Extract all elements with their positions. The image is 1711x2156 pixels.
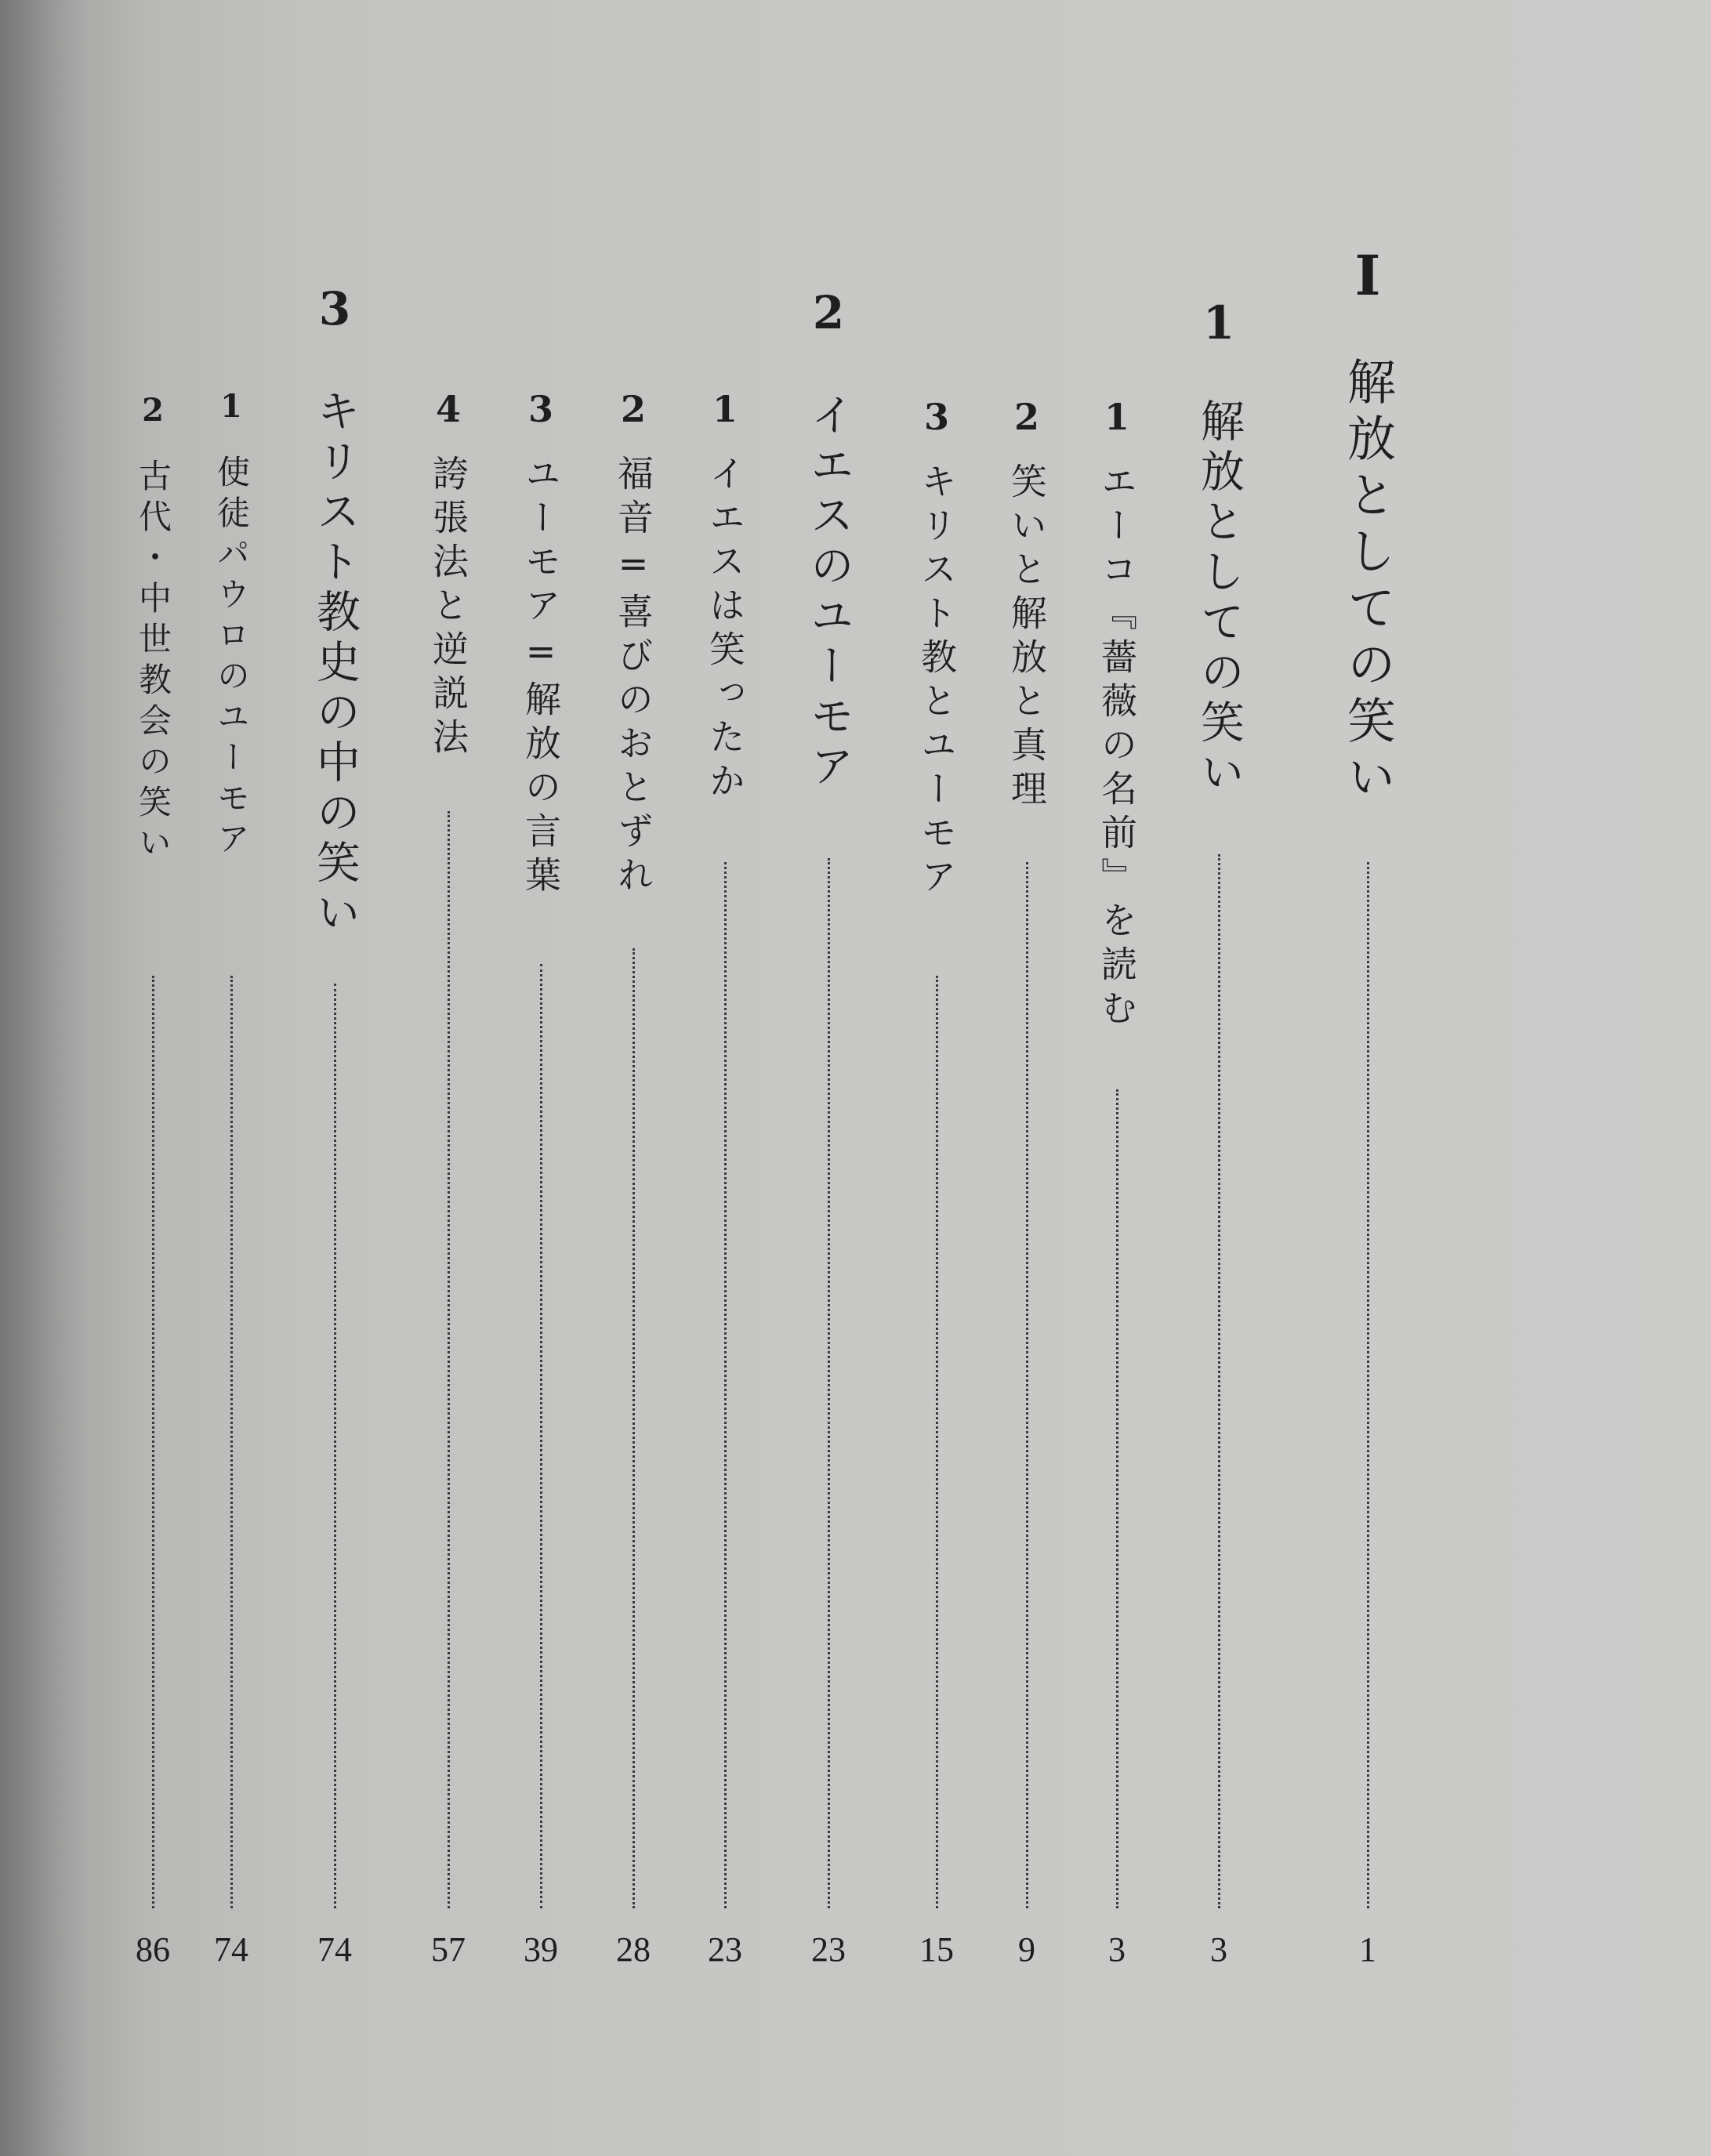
chapter-number: 2	[812, 286, 845, 339]
page-number: 57	[431, 1930, 466, 1969]
toc-section-1-3	[905, 0, 968, 2156]
toc-section-3-1	[200, 0, 263, 2156]
page-number: 1	[1359, 1930, 1376, 1969]
leader-dots	[936, 976, 938, 1908]
section-number: 1	[220, 388, 242, 425]
toc-section-1-2	[995, 0, 1058, 2156]
section-title: キリスト教とユーモア	[915, 462, 958, 901]
page-number: 23	[708, 1930, 742, 1969]
toc-chapter-1	[1184, 0, 1254, 2156]
page-number: 3	[1108, 1930, 1126, 1969]
leader-dots	[1367, 862, 1369, 1908]
gutter-shadow	[0, 0, 86, 2156]
leader-dots	[448, 811, 450, 1908]
leader-dots	[152, 976, 154, 1908]
toc-section-2-1	[694, 0, 756, 2156]
leader-dots	[633, 948, 635, 1908]
section-number: 2	[620, 388, 646, 430]
section-title: イエスは笑ったか	[704, 455, 746, 806]
toc-part-1	[1332, 0, 1403, 2156]
leader-dots	[828, 858, 830, 1908]
toc-section-3-2	[121, 0, 184, 2156]
chapter-title: キリスト教史の中の笑い	[310, 388, 361, 940]
section-number: 1	[712, 388, 738, 430]
chapter-number: 3	[318, 282, 351, 335]
toc-section-2-3	[509, 0, 572, 2156]
toc-chapter-2	[793, 0, 864, 2156]
leader-dots	[230, 976, 233, 1908]
page-number: 9	[1018, 1930, 1035, 1969]
section-number: 3	[923, 396, 949, 438]
leader-dots	[1026, 862, 1028, 1908]
section-title: 笑いと解放と真理	[1006, 462, 1048, 813]
leader-dots	[1218, 854, 1220, 1908]
leader-dots	[724, 862, 727, 1908]
section-number: 2	[1013, 396, 1039, 438]
section-title: 誇張法と逆説法	[427, 455, 469, 762]
part-number: I	[1354, 243, 1381, 308]
page-number: 74	[214, 1930, 248, 1969]
section-number: 1	[1104, 396, 1129, 438]
leader-dots	[540, 964, 542, 1908]
chapter-title: 解放としての笑い	[1194, 398, 1245, 799]
page-number: 15	[919, 1930, 954, 1969]
page-number: 86	[136, 1930, 170, 1969]
page-number: 3	[1210, 1930, 1227, 1969]
section-number: 3	[527, 388, 553, 430]
page-number: 23	[811, 1930, 846, 1969]
chapter-title: イエスのユーモア	[803, 392, 854, 793]
toc-section-2-4	[417, 0, 480, 2156]
section-number: 4	[435, 388, 461, 430]
section-number: 2	[142, 392, 164, 429]
section-title: 福音=喜びのおとずれ	[612, 455, 654, 900]
page-number: 28	[616, 1930, 651, 1969]
toc-section-1-1	[1086, 0, 1148, 2156]
leader-dots	[334, 984, 336, 1908]
section-title: エーコ『薔薇の名前』を読む	[1096, 462, 1138, 1033]
section-title: 使徒パウロのユーモア	[212, 455, 251, 862]
section-title: 古代・中世教会の笑い	[134, 458, 172, 866]
toc-chapter-3	[299, 0, 370, 2156]
leader-dots	[1116, 1089, 1118, 1908]
page-number: 74	[317, 1930, 352, 1969]
part-title: 解放としての笑い	[1339, 357, 1397, 808]
chapter-number: 1	[1202, 296, 1235, 350]
toc-section-2-2	[602, 0, 665, 2156]
page-number: 39	[524, 1930, 558, 1969]
section-title: ユーモア=解放の言葉	[520, 455, 562, 900]
